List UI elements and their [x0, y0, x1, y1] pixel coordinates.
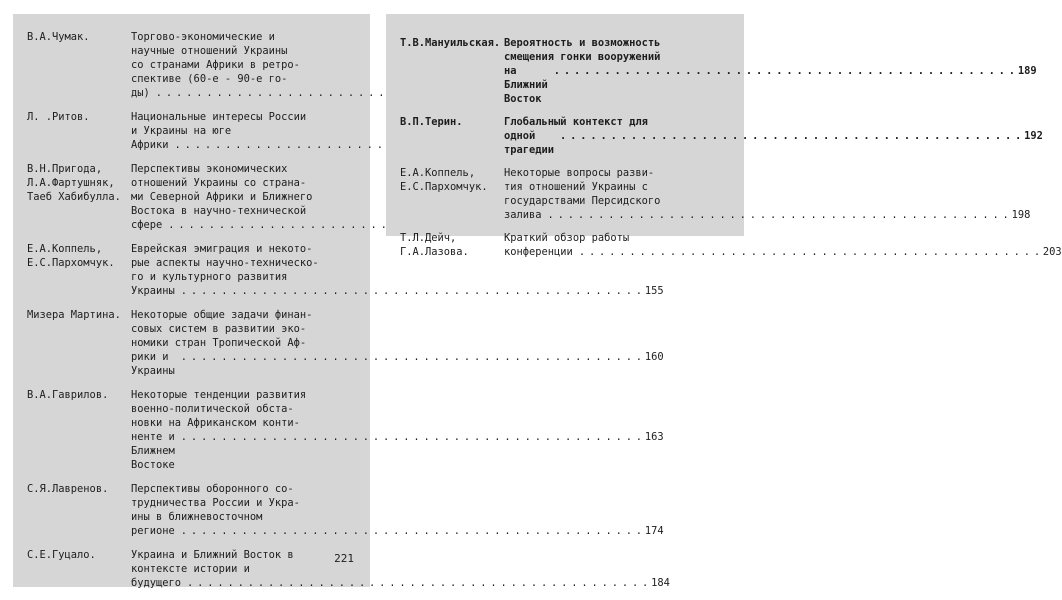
- toc-author: [400, 36, 504, 106]
- toc-entry: [27, 110, 360, 152]
- title-last-line: [504, 208, 1030, 222]
- title-line: контексте истории и: [131, 563, 250, 575]
- title-line: трудничества России и Укра-: [131, 497, 300, 509]
- title-line: номики стран Тропической Аф-: [131, 337, 307, 349]
- author-name: Т.Л.Дейч,: [400, 232, 457, 244]
- toc-entry: [400, 166, 1031, 222]
- title-line: со странами Африки в ретро-: [131, 59, 300, 71]
- title-line: рики и Украины: [131, 351, 175, 377]
- title-line: тия отношений Украины с: [504, 181, 648, 193]
- author-name: Таеб Хабибулла.: [27, 191, 121, 203]
- dot-leader: [181, 430, 641, 472]
- title-last-line: [131, 284, 664, 298]
- author-name: С.Е.Гуцало.: [27, 549, 96, 561]
- title-last-line: [504, 245, 1062, 259]
- toc-author: [27, 110, 131, 152]
- author-name: В.А.Чумак.: [27, 31, 90, 43]
- title-line: государствами Персидского: [504, 195, 661, 207]
- author-name: В.П.Терин.: [400, 116, 463, 128]
- title-line: сфере: [131, 219, 163, 231]
- toc-author: [27, 162, 131, 232]
- title-last-line: [131, 350, 664, 378]
- author-name: С.Я.Лавренов.: [27, 483, 109, 495]
- toc-entry: [27, 308, 664, 378]
- title-line: конференции: [504, 246, 573, 258]
- title-line: и Украины на юге: [131, 125, 232, 137]
- toc-author: [27, 30, 131, 100]
- dot-leader: [181, 350, 641, 378]
- author-name: Мизера Мартина.: [27, 309, 121, 321]
- toc-title: [504, 166, 1030, 222]
- title-line: будущего: [131, 577, 182, 589]
- title-line: совых систем в развитии эко-: [131, 323, 307, 335]
- page-ref: 189: [1017, 65, 1037, 77]
- toc-entry: [27, 162, 360, 232]
- toc-author: [27, 548, 131, 590]
- dot-leader: [548, 208, 1008, 222]
- title-line: одной трагедии: [504, 130, 555, 156]
- toc-author: [400, 115, 504, 157]
- dot-leader: [560, 129, 1020, 157]
- author-name: Е.С.Пархомчук.: [27, 257, 115, 269]
- page-ref: 155: [644, 285, 664, 297]
- toc-entry: [400, 36, 1037, 106]
- toc-entry: [400, 115, 1043, 157]
- toc-title: [504, 36, 1037, 106]
- title-line: на Ближний Восток: [504, 65, 548, 105]
- toc-author: [27, 242, 131, 298]
- toc-entry: [27, 482, 664, 538]
- title-line: военно-политической обста-: [131, 403, 294, 415]
- title-line: Перспективы оборонного со-: [131, 483, 294, 495]
- title-line: отношений Украины со страна-: [131, 177, 307, 189]
- toc-title: [504, 231, 1062, 259]
- toc-author: [27, 388, 131, 472]
- toc-author: [27, 308, 131, 378]
- toc-title: [131, 388, 664, 472]
- author-name: Г.А.Лазова.: [400, 246, 469, 258]
- author-name: Л. .Ритов.: [27, 111, 90, 123]
- toc-title: [131, 548, 670, 590]
- title-line: Краткий обзор работы: [504, 232, 630, 244]
- title-line: Торгово-экономические и: [131, 31, 275, 43]
- title-last-line: [131, 430, 664, 472]
- title-line: рые аспекты научно-техническо-: [131, 257, 319, 269]
- title-line: смещения гонки вооружений: [504, 51, 661, 63]
- title-line: ненте и Ближнем Востоке: [131, 431, 175, 471]
- page-ref: 163: [644, 431, 664, 443]
- title-line: регионе: [131, 525, 175, 537]
- title-line: ми Северной Африки и Ближнего: [131, 191, 313, 203]
- dot-leader: [554, 64, 1014, 106]
- toc-entry: [27, 548, 670, 590]
- title-last-line: [504, 64, 1037, 106]
- page-ref: 203: [1042, 246, 1062, 258]
- page-ref: 192: [1024, 130, 1043, 142]
- author-name: Е.А.Коппель,: [400, 167, 476, 179]
- title-line: Вероятность и возможность: [504, 37, 661, 49]
- title-line: Глобальный контекст для: [504, 116, 648, 128]
- title-line: Востока в научно-технической: [131, 205, 307, 217]
- author-name: Е.А.Коппель,: [27, 243, 103, 255]
- toc-author: [400, 166, 504, 222]
- title-line: Украины: [131, 285, 175, 297]
- dot-leader: [579, 245, 1039, 259]
- author-name: В.Н.Пригода,: [27, 163, 103, 175]
- title-line: Некоторые общие задачи финан-: [131, 309, 313, 321]
- author-name: Т.В.Мануильская.: [400, 37, 501, 49]
- right-page: [386, 14, 1062, 258]
- toc-entry: [27, 388, 664, 472]
- title-line: ды): [131, 87, 150, 99]
- title-line: Африки: [131, 139, 169, 151]
- title-line: ины в ближневосточном: [131, 511, 263, 523]
- page-ref: 174: [644, 525, 664, 537]
- title-last-line: [131, 576, 670, 590]
- toc-author: [400, 231, 504, 259]
- title-line: Некоторые тенденции развития: [131, 389, 307, 401]
- toc-entry: [27, 30, 360, 100]
- toc-list-right: [400, 36, 1062, 259]
- page-ref: 198: [1011, 209, 1031, 221]
- toc-title: [131, 482, 664, 538]
- title-line: Еврейская эмиграция и некото-: [131, 243, 313, 255]
- author-name: Л.А.Фартушняк,: [27, 177, 115, 189]
- title-line: го и культурного развития: [131, 271, 288, 283]
- title-line: Национальные интересы России: [131, 111, 307, 123]
- toc-title: [504, 115, 1043, 157]
- title-last-line: [504, 129, 1043, 157]
- title-line: научные отношений Украины: [131, 45, 288, 57]
- title-line: Перспективы экономических: [131, 163, 288, 175]
- title-line: Некоторые вопросы разви-: [504, 167, 655, 179]
- author-name: В.А.Гаврилов.: [27, 389, 109, 401]
- dot-leader: [181, 524, 641, 538]
- toc-title: [131, 308, 664, 378]
- author-name: Е.С.Пархомчук.: [400, 181, 488, 193]
- title-last-line: [131, 524, 664, 538]
- title-line: залива: [504, 209, 542, 221]
- title-line: Украина и Ближний Восток в: [131, 549, 294, 561]
- dot-leader: [187, 576, 647, 590]
- toc-author: [27, 482, 131, 538]
- toc-entry: [400, 231, 1062, 259]
- page-ref: 184: [651, 577, 670, 589]
- dot-leader: [181, 284, 641, 298]
- page-ref: 160: [644, 351, 664, 363]
- page-number: 221: [334, 552, 354, 565]
- title-line: новки на Африканском конти-: [131, 417, 300, 429]
- title-line: спективе (60-е - 90-е го-: [131, 73, 288, 85]
